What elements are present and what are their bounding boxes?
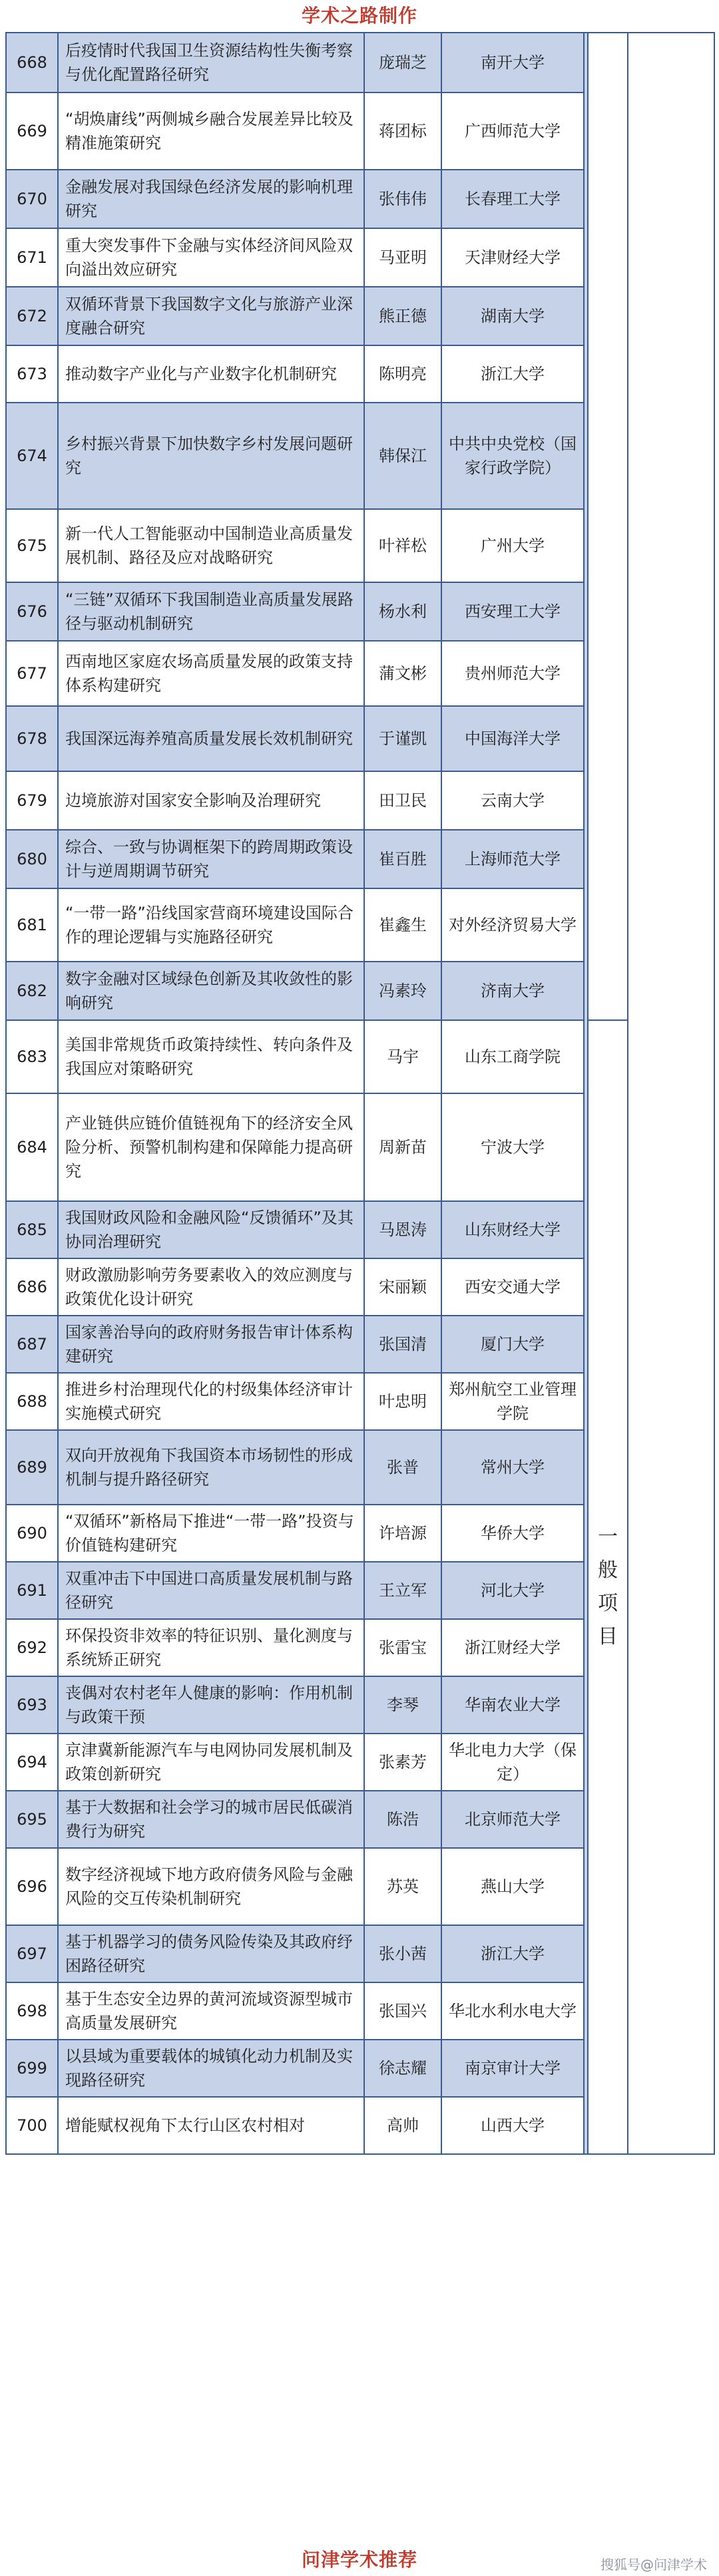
project-number: 691 — [6, 1562, 58, 1619]
institution: 浙江大学 — [441, 345, 584, 403]
project-title: 基于大数据和社会学习的城市居民低碳消费行为研究 — [58, 1791, 364, 1848]
project-title: “双循环”新格局下推进“一带一路”投资与价值链构建研究 — [58, 1505, 364, 1562]
project-number: 689 — [6, 1430, 58, 1505]
principal-investigator: 陈明亮 — [364, 345, 441, 403]
institution: 南京审计大学 — [441, 2040, 584, 2097]
project-number: 675 — [6, 509, 58, 582]
project-title: 财政激励影响劳务要素收入的效应测度与政策优化设计研究 — [58, 1258, 364, 1316]
project-number: 684 — [6, 1093, 58, 1201]
project-number: 699 — [6, 2040, 58, 2097]
project-title: 美国非常规货币政策持续性、转向条件及我国应对策略研究 — [58, 1020, 364, 1093]
principal-investigator: 田卫民 — [364, 771, 441, 830]
institution: 华南农业大学 — [441, 1676, 584, 1734]
institution: 浙江财经大学 — [441, 1619, 584, 1676]
institution: 西安理工大学 — [441, 582, 584, 641]
institution: 贵州师范大学 — [441, 641, 584, 706]
project-title: 以县域为重要载体的城镇化动力机制及实现路径研究 — [58, 2040, 364, 2097]
principal-investigator: 张雷宝 — [364, 1619, 441, 1676]
project-title: 双重冲击下中国进口高质量发展机制与路径研究 — [58, 1562, 364, 1619]
project-number: 678 — [6, 706, 58, 771]
project-title: 双循环背景下我国数字文化与旅游产业深度融合研究 — [58, 287, 364, 345]
project-number: 681 — [6, 888, 58, 962]
project-title: 我国深远海养殖高质量发展长效机制研究 — [58, 706, 364, 771]
institution: 厦门大学 — [441, 1316, 584, 1373]
principal-investigator: 张伟伟 — [364, 170, 441, 228]
project-number: 700 — [6, 2097, 58, 2154]
institution: 宁波大学 — [441, 1093, 584, 1201]
project-title: 丧偶对农村老年人健康的影响：作用机制与政策干预 — [58, 1676, 364, 1734]
principal-investigator: 张素芳 — [364, 1734, 441, 1791]
project-number: 668 — [6, 33, 58, 92]
principal-investigator: 许培源 — [364, 1505, 441, 1562]
project-number: 679 — [6, 771, 58, 830]
footer-watermark: 搜狐号@问津学术 — [600, 2557, 707, 2573]
principal-investigator: 崔百胜 — [364, 830, 441, 888]
principal-investigator: 周新苗 — [364, 1093, 441, 1201]
project-number: 671 — [6, 228, 58, 287]
institution: 广西师范大学 — [441, 92, 584, 170]
institution: 山西大学 — [441, 2097, 584, 2154]
institution: 中国海洋大学 — [441, 706, 584, 771]
principal-investigator: 马恩涛 — [364, 1201, 441, 1258]
principal-investigator: 张国清 — [364, 1316, 441, 1373]
project-title: 后疫情时代我国卫生资源结构性失衡考察与优化配置路径研究 — [58, 33, 364, 92]
principal-investigator: 韩保江 — [364, 403, 441, 509]
project-number: 695 — [6, 1791, 58, 1848]
project-title: 环保投资非效率的特征识别、量化测度与系统矫正研究 — [58, 1619, 364, 1676]
principal-investigator: 庞瑞芝 — [364, 33, 441, 92]
principal-investigator: 于谨凯 — [364, 706, 441, 771]
project-number: 692 — [6, 1619, 58, 1676]
principal-investigator: 李琴 — [364, 1676, 441, 1734]
project-title: “三链”双循环下我国制造业高质量发展路径与驱动机制研究 — [58, 582, 364, 641]
project-number: 685 — [6, 1201, 58, 1258]
project-number: 674 — [6, 403, 58, 509]
project-number: 686 — [6, 1258, 58, 1316]
project-number: 669 — [6, 92, 58, 170]
principal-investigator: 叶祥松 — [364, 509, 441, 582]
principal-investigator: 杨水利 — [364, 582, 441, 641]
project-title: 增能赋权视角下太行山区农村相对 — [58, 2097, 364, 2154]
project-title: 推进乡村治理现代化的村级集体经济审计实施模式研究 — [58, 1373, 364, 1430]
institution: 北京师范大学 — [441, 1791, 584, 1848]
project-title: 国家善治导向的政府财务报告审计体系构建研究 — [58, 1316, 364, 1373]
project-title: 综合、一致与协调框架下的跨周期政策设计与逆周期调节研究 — [58, 830, 364, 888]
project-number: 673 — [6, 345, 58, 403]
principal-investigator: 马亚明 — [364, 228, 441, 287]
project-number: 688 — [6, 1373, 58, 1430]
institution: 湖南大学 — [441, 287, 584, 345]
project-title: 推动数字产业化与产业数字化机制研究 — [58, 345, 364, 403]
table-row — [6, 33, 714, 92]
project-title: 金融发展对我国绿色经济发展的影响机理研究 — [58, 170, 364, 228]
institution: 山东财经大学 — [441, 1201, 584, 1258]
principal-investigator: 蒋团标 — [364, 92, 441, 170]
project-number: 687 — [6, 1316, 58, 1373]
institution: 济南大学 — [441, 962, 584, 1020]
project-title: 数字经济视域下地方政府债务风险与金融风险的交互传染机制研究 — [58, 1848, 364, 1925]
principal-investigator: 宋丽颖 — [364, 1258, 441, 1316]
institution: 上海师范大学 — [441, 830, 584, 888]
project-title: 西南地区家庭农场高质量发展的政策支持体系构建研究 — [58, 641, 364, 706]
outer-category-cell — [628, 33, 714, 2154]
principal-investigator: 王立军 — [364, 1562, 441, 1619]
bottom-banner: 问津学术推荐 — [301, 2549, 417, 2571]
principal-investigator: 叶忠明 — [364, 1373, 441, 1430]
institution: 天津财经大学 — [441, 228, 584, 287]
institution: 常州大学 — [441, 1430, 584, 1505]
project-number: 676 — [6, 582, 58, 641]
principal-investigator: 陈浩 — [364, 1791, 441, 1848]
category-label: 一般项目 — [598, 1525, 618, 1648]
principal-investigator: 熊正德 — [364, 287, 441, 345]
principal-investigator: 高帅 — [364, 2097, 441, 2154]
project-title: 基于机器学习的债务风险传染及其政府纾困路径研究 — [58, 1925, 364, 1982]
project-title: 数字金融对区域绿色创新及其收敛性的影响研究 — [58, 962, 364, 1020]
institution: 华侨大学 — [441, 1505, 584, 1562]
project-number: 672 — [6, 287, 58, 345]
project-title: 双向开放视角下我国资本市场韧性的形成机制与提升路径研究 — [58, 1430, 364, 1505]
project-number: 694 — [6, 1734, 58, 1791]
institution: 南开大学 — [441, 33, 584, 92]
category-cell-lower — [588, 1020, 628, 2154]
project-number: 693 — [6, 1676, 58, 1734]
project-number: 682 — [6, 962, 58, 1020]
institution: 长春理工大学 — [441, 170, 584, 228]
institution: 郑州航空工业管理学院 — [441, 1373, 584, 1430]
principal-investigator: 冯素玲 — [364, 962, 441, 1020]
project-title: 边境旅游对国家安全影响及治理研究 — [58, 771, 364, 830]
project-number: 698 — [6, 1982, 58, 2040]
project-number: 670 — [6, 170, 58, 228]
project-title: 我国财政风险和金融风险“反馈循环”及其协同治理研究 — [58, 1201, 364, 1258]
institution: 浙江大学 — [441, 1925, 584, 1982]
project-title: 乡村振兴背景下加快数字乡村发展问题研究 — [58, 403, 364, 509]
project-title: 新一代人工智能驱动中国制造业高质量发展机制、路径及应对战略研究 — [58, 509, 364, 582]
principal-investigator: 崔鑫生 — [364, 888, 441, 962]
project-number: 696 — [6, 1848, 58, 1925]
project-title: 重大突发事件下金融与实体经济间风险双向溢出效应研究 — [58, 228, 364, 287]
institution: 广州大学 — [441, 509, 584, 582]
category-cell-upper — [588, 33, 628, 1020]
principal-investigator: 蒲文彬 — [364, 641, 441, 706]
project-title: “一带一路”沿线国家营商环境建设国际合作的理论逻辑与实施路径研究 — [58, 888, 364, 962]
principal-investigator: 苏英 — [364, 1848, 441, 1925]
principal-investigator: 张普 — [364, 1430, 441, 1505]
institution: 云南大学 — [441, 771, 584, 830]
institution: 山东工商学院 — [441, 1020, 584, 1093]
project-title: 基于生态安全边界的黄河流域资源型城市高质量发展研究 — [58, 1982, 364, 2040]
principal-investigator: 马宇 — [364, 1020, 441, 1093]
institution: 华北电力大学（保定） — [441, 1734, 584, 1791]
institution: 华北水利水电大学 — [441, 1982, 584, 2040]
institution: 河北大学 — [441, 1562, 584, 1619]
institution: 西安交通大学 — [441, 1258, 584, 1316]
project-number: 697 — [6, 1925, 58, 1982]
project-title: “胡焕庸线”两侧城乡融合发展差异比较及精准施策研究 — [58, 92, 364, 170]
table-row — [6, 1020, 714, 1093]
project-title: 产业链供应链价值链视角下的经济安全风险分析、预警机制构建和保障能力提高研究 — [58, 1093, 364, 1201]
project-number: 683 — [6, 1020, 58, 1093]
top-banner: 学术之路制作 — [301, 5, 417, 27]
project-table — [5, 32, 714, 2544]
principal-investigator: 张小茜 — [364, 1925, 441, 1982]
project-number: 677 — [6, 641, 58, 706]
project-title: 京津冀新能源汽车与电网协同发展机制及政策创新研究 — [58, 1734, 364, 1791]
institution: 中共中央党校（国家行政学院） — [441, 403, 584, 509]
project-number: 680 — [6, 830, 58, 888]
institution: 对外经济贸易大学 — [441, 888, 584, 962]
principal-investigator: 徐志耀 — [364, 2040, 441, 2097]
project-number: 690 — [6, 1505, 58, 1562]
principal-investigator: 张国兴 — [364, 1982, 441, 2040]
institution: 燕山大学 — [441, 1848, 584, 1925]
